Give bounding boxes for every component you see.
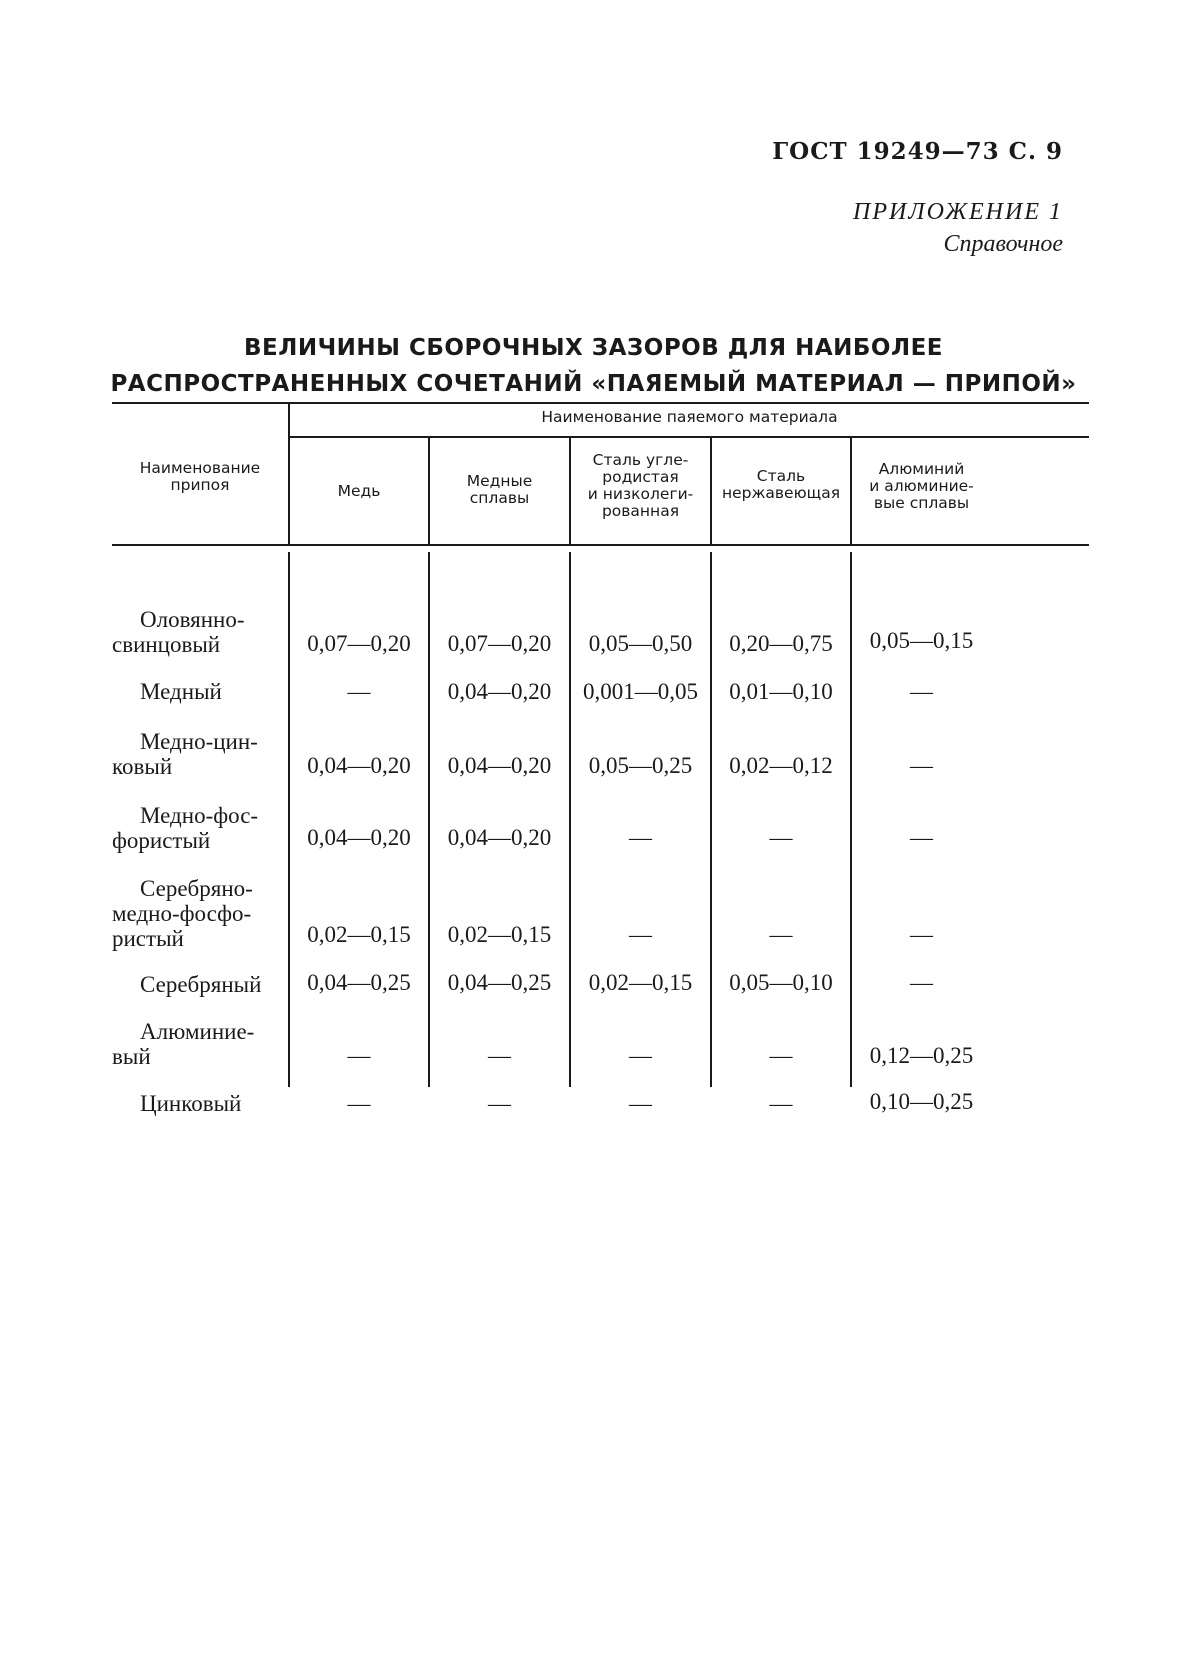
table-cell: 0,04—0,20 bbox=[307, 825, 411, 850]
column-header-line: Медные bbox=[466, 472, 533, 490]
row-name-line: Алюминие- bbox=[140, 1019, 255, 1044]
row-name-line: ристый bbox=[112, 926, 184, 951]
solder-name-header bbox=[112, 460, 288, 494]
table-cell: 0,05—0,15 bbox=[869, 628, 974, 653]
table-cell: 0,02—0,15 bbox=[307, 922, 411, 947]
row-name-line: свинцовый bbox=[112, 632, 221, 657]
column-header-copper bbox=[290, 483, 428, 500]
column-header-stainless-steel bbox=[712, 468, 850, 502]
table-top-rule bbox=[112, 402, 1089, 404]
column-header-line: и алюминие- bbox=[869, 477, 974, 495]
solder-name-header-line: припоя bbox=[170, 476, 230, 494]
table-cell: — bbox=[629, 1091, 652, 1116]
table-cell: 0,02—0,15 bbox=[588, 970, 693, 995]
row-name-line: Медно-цин- bbox=[140, 729, 258, 754]
column-header-carbon-steel bbox=[571, 452, 710, 520]
table-cell: — bbox=[347, 679, 371, 704]
table-cell: 0,04—0,20 bbox=[447, 825, 552, 850]
table-title bbox=[100, 330, 1087, 402]
table-cell: — bbox=[488, 1091, 511, 1116]
table-cell: 0,01—0,10 bbox=[729, 679, 833, 704]
table-cell: — bbox=[769, 922, 793, 947]
table-cell: 0,20—0,75 bbox=[729, 631, 833, 656]
row-name-line: фористый bbox=[112, 828, 211, 853]
table-cell: 0,05—0,50 bbox=[588, 631, 693, 656]
table-cell: 0,07—0,20 bbox=[447, 631, 552, 656]
material-group-rule bbox=[290, 436, 1089, 438]
table-cell: 0,04—0,20 bbox=[307, 753, 411, 778]
row-name-aluminium bbox=[112, 1019, 287, 1069]
table-cell: — bbox=[910, 970, 933, 995]
column-header-line: Сталь bbox=[756, 467, 806, 485]
table-cell: — bbox=[629, 1043, 652, 1068]
column-header-line: и низколеги- bbox=[587, 485, 694, 503]
table-cell: — bbox=[910, 922, 933, 947]
row-name-line: вый bbox=[112, 1044, 151, 1069]
table-cell: 0,10—0,25 bbox=[869, 1089, 974, 1114]
column-header-line: Медь bbox=[337, 482, 381, 500]
table-cell: 0,07—0,20 bbox=[307, 631, 411, 656]
column-header-line: родистая bbox=[602, 468, 679, 486]
table-cell: 0,04—0,25 bbox=[307, 970, 411, 995]
column-header-line: рованная bbox=[601, 502, 680, 520]
table-title-line-1: ВЕЛИЧИНЫ СБОРОЧНЫХ ЗАЗОРОВ ДЛЯ НАИБОЛЕЕ bbox=[244, 335, 943, 361]
table-cell: 0,05—0,25 bbox=[588, 753, 693, 778]
table-cell: 0,02—0,12 bbox=[729, 753, 833, 778]
table-cell: — bbox=[488, 1043, 511, 1068]
column-header-aluminium bbox=[852, 461, 991, 512]
table-cell: — bbox=[769, 1091, 793, 1116]
row-name-line: Серебряный bbox=[140, 972, 262, 997]
row-name-line: Цинковый bbox=[140, 1091, 242, 1116]
column-header-line: Сталь угле- bbox=[592, 451, 689, 469]
table-cell: 0,04—0,20 bbox=[447, 753, 552, 778]
row-name-copper bbox=[112, 679, 287, 704]
document-reference: ГОСТ 19249—73 С. 9 bbox=[772, 138, 1063, 165]
column-header-copper-alloys bbox=[430, 473, 569, 507]
column-header-line: сплавы bbox=[469, 489, 530, 507]
table-cell: — bbox=[629, 922, 652, 947]
solder-name-header-line: Наименование bbox=[139, 459, 261, 477]
table-cell: — bbox=[910, 825, 933, 850]
row-name-copper-zinc bbox=[112, 729, 287, 779]
table-cell: — bbox=[347, 1091, 371, 1116]
column-header-line: вые сплавы bbox=[873, 494, 970, 512]
material-group-header: Наименование паяемого материала bbox=[541, 408, 838, 426]
column-header-line: Алюминий bbox=[878, 460, 965, 478]
header-bottom-rule bbox=[112, 544, 1089, 546]
table-cell: — bbox=[910, 753, 933, 778]
row-name-line: медно-фосфо- bbox=[112, 901, 252, 926]
table-title-line-2: РАСПРОСТРАНЕННЫХ СОЧЕТАНИЙ «ПАЯЕМЫЙ МАТЕРИАЛ — ПРИПОЙ» bbox=[110, 371, 1077, 397]
table-cell: 0,12—0,25 bbox=[869, 1043, 974, 1068]
row-name-line: Оловянно- bbox=[140, 607, 245, 632]
table-cell: — bbox=[769, 825, 793, 850]
table-cell: 0,02—0,15 bbox=[447, 922, 552, 947]
row-name-line: Серебряно- bbox=[140, 876, 253, 901]
table-cell: — bbox=[769, 1043, 793, 1068]
column-header-line: нержавеющая bbox=[721, 484, 841, 502]
row-name-tin-lead bbox=[112, 607, 287, 657]
appendix-subtitle: Справочное bbox=[943, 231, 1063, 257]
row-name-line: ковый bbox=[112, 754, 173, 779]
row-name-zinc bbox=[112, 1091, 287, 1116]
table-cell: — bbox=[629, 825, 652, 850]
table-cell: 0,04—0,20 bbox=[447, 679, 552, 704]
table-cell: 0,04—0,25 bbox=[447, 970, 552, 995]
appendix-label bbox=[853, 196, 1063, 260]
row-name-silver bbox=[112, 972, 287, 997]
appendix-title: ПРИЛОЖЕНИЕ 1 bbox=[853, 199, 1063, 225]
table-cell: 0,05—0,10 bbox=[729, 970, 833, 995]
row-name-copper-phosphorus bbox=[112, 803, 287, 853]
row-name-line: Медный bbox=[140, 679, 222, 704]
table-cell: — bbox=[910, 679, 933, 704]
row-name-line: Медно-фос- bbox=[140, 803, 259, 828]
table-cell: 0,001—0,05 bbox=[583, 679, 698, 704]
row-name-silver-copper-phosphorus bbox=[112, 876, 287, 951]
table-cell: — bbox=[347, 1043, 371, 1068]
